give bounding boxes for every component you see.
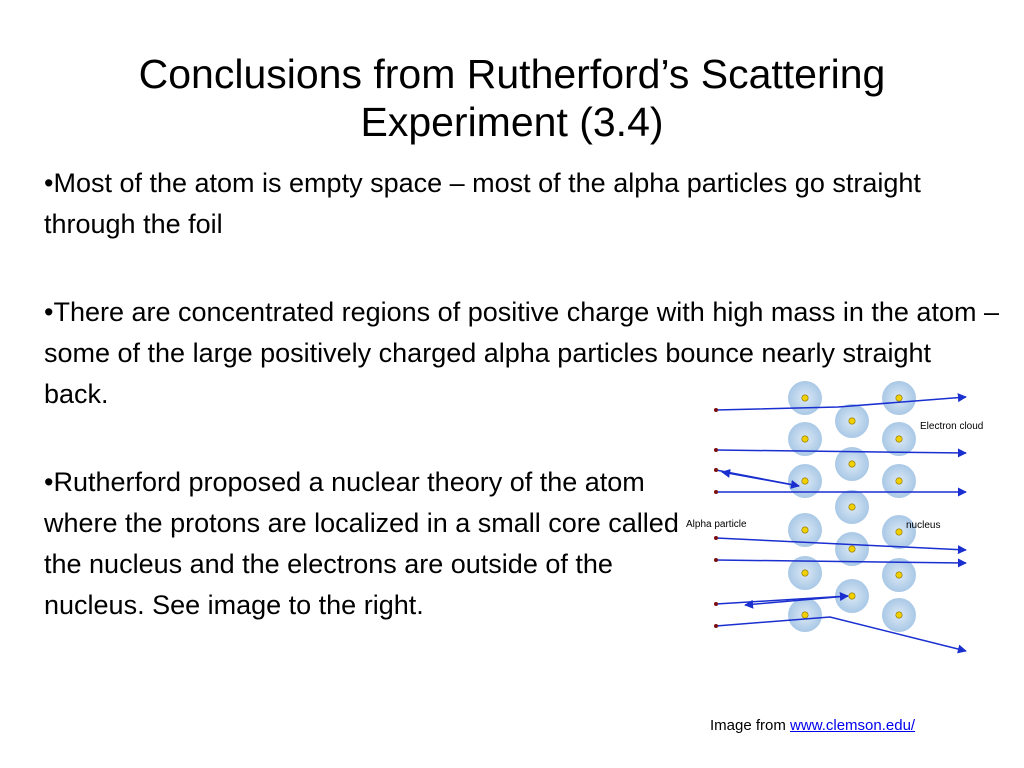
atom [882, 464, 916, 498]
slide-title: Conclusions from Rutherford’s Scattering Experiment (3.4) [138, 51, 886, 145]
alpha-track [716, 617, 966, 651]
bullet-nuclear-theory: •Rutherford proposed a nuclear theory of the atom where the protons are localized in a small core called the nucleus and the electrons are outside of the nucleus. See image to the right. [44, 467, 679, 620]
credit-link[interactable]: www.clemson.edu/ [790, 717, 916, 734]
nucleus [802, 436, 808, 442]
atom [882, 598, 916, 632]
alpha-particle-source-dot [714, 408, 718, 412]
alpha-particle-source-dot [714, 536, 718, 540]
credit-prefix: Image from [710, 717, 791, 734]
nucleus [896, 436, 902, 442]
nucleus [896, 572, 902, 578]
atom [882, 381, 916, 415]
nucleus [896, 478, 902, 484]
alpha-particle-source-dot [714, 490, 718, 494]
rutherford-scattering-diagram [684, 376, 1000, 668]
reflected-alpha-track [722, 472, 799, 486]
alpha-particle-source-dot [714, 602, 718, 606]
nucleus [896, 395, 902, 401]
alpha-particle-source-dot [714, 624, 718, 628]
alpha-particle-source-dot [714, 448, 718, 452]
nucleus [849, 504, 855, 510]
atom [788, 464, 822, 498]
atom-grid [788, 381, 916, 632]
atom [788, 381, 822, 415]
nucleus [802, 395, 808, 401]
nucleus [849, 461, 855, 467]
nucleus [802, 478, 808, 484]
electron-cloud-label: Electron cloud [920, 421, 984, 432]
nucleus [849, 593, 855, 599]
alpha-particle-label: Alpha particle [686, 519, 747, 530]
alpha-particle-source-dot [714, 558, 718, 562]
nucleus [802, 527, 808, 533]
bullet-positive-charge: •There are concentrated regions of positive charge with high mass in the atom – some of the large positively charged alpha particles bounce nearly straight back. [44, 297, 999, 409]
atom [882, 422, 916, 456]
nucleus [896, 612, 902, 618]
nucleus [849, 546, 855, 552]
atom [788, 598, 822, 632]
image-credit [710, 717, 915, 734]
nucleus-label: nucleus [906, 520, 941, 531]
nucleus [802, 570, 808, 576]
alpha-particle-source-dot [714, 468, 718, 472]
nucleus [802, 612, 808, 618]
nucleus [849, 418, 855, 424]
atom [835, 490, 869, 524]
nucleus [896, 529, 902, 535]
atom [882, 558, 916, 592]
bullet-empty-space: •Most of the atom is empty space – most of the alpha particles go straight through the foil [44, 168, 921, 239]
atom [835, 404, 869, 438]
